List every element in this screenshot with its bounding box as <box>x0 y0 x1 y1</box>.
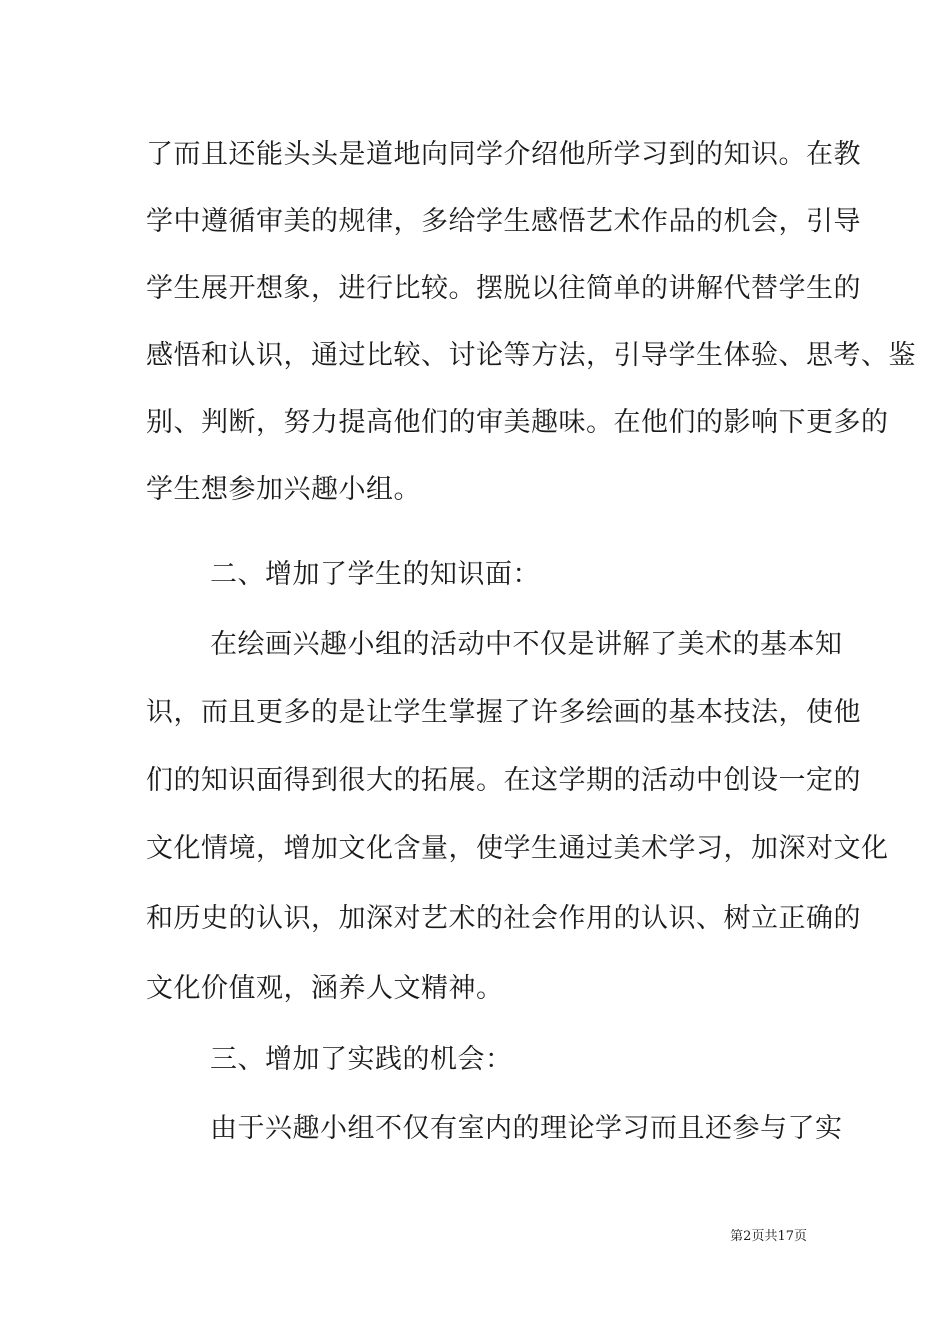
body-text-line: 文化情境，增加文化含量，使学生通过美术学习，加深对文化 <box>146 833 889 864</box>
section-heading: 二、增加了学生的知识面： <box>210 559 540 590</box>
body-text-line: 学中遵循审美的规律，多给学生感悟艺术作品的机会，引导 <box>146 206 861 237</box>
body-text-line: 在绘画兴趣小组的活动中不仅是讲解了美术的基本知 <box>210 629 843 660</box>
body-text-line: 感悟和认识，通过比较、讨论等方法，引导学生体验、思考、鉴 <box>146 340 916 371</box>
body-text-line: 文化价值观，涵养人文精神。 <box>146 973 504 1004</box>
page-number: 第2页共17页 <box>730 1229 807 1244</box>
body-text-line: 了而且还能头头是道地向同学介绍他所学习到的知识。在教 <box>146 139 861 170</box>
section-heading: 三、增加了实践的机会： <box>210 1044 513 1075</box>
body-text-line: 和历史的认识，加深对艺术的社会作用的认识、树立正确的 <box>146 903 861 934</box>
body-text-line: 别、判断，努力提高他们的审美趣味。在他们的影响下更多的 <box>146 407 889 438</box>
body-text-line: 学生展开想象，进行比较。摆脱以往简单的讲解代替学生的 <box>146 273 861 304</box>
body-text-line: 学生想参加兴趣小组。 <box>146 474 421 505</box>
body-text-line: 们的知识面得到很大的拓展。在这学期的活动中创设一定的 <box>146 765 861 796</box>
body-text-line: 由于兴趣小组不仅有室内的理论学习而且还参与了实 <box>210 1113 843 1144</box>
body-text-line: 识，而且更多的是让学生掌握了许多绘画的基本技法，使他 <box>146 697 861 728</box>
